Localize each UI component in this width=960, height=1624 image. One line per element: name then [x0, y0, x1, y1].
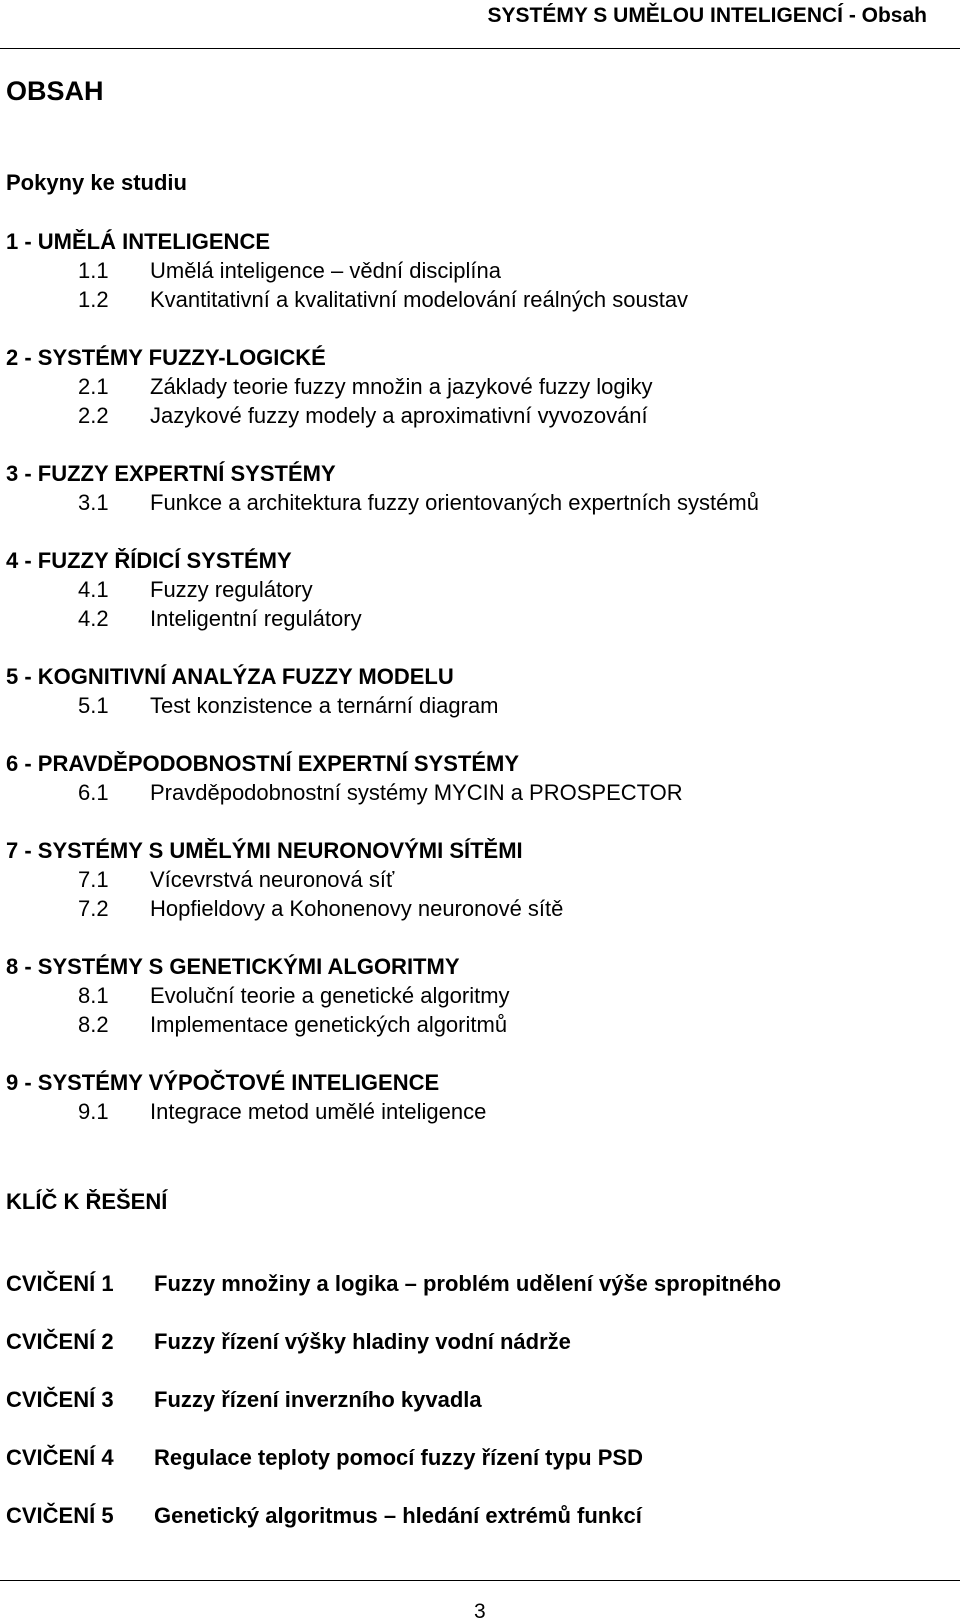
- section-title: Funkce a architektura fuzzy orientovaných expertních systémů: [150, 490, 759, 515]
- exercise-title: Regulace teploty pomocí fuzzy řízení typu PSD: [154, 1445, 643, 1470]
- section-number: 8.2: [78, 1012, 109, 1037]
- toc-section: [6, 604, 946, 633]
- chapter-heading: 7 - SYSTÉMY S UMĚLÝMI NEURONOVÝMI SÍTĚMI: [6, 838, 523, 863]
- section-title: Pravděpodobnostní systémy MYCIN a PROSPECTOR: [150, 780, 683, 805]
- section-title: Hopfieldovy a Kohonenovy neuronové sítě: [150, 896, 564, 921]
- exercise-entry: [6, 1271, 946, 1329]
- section-number: 2.2: [78, 403, 109, 428]
- toc-chapter: [6, 662, 946, 720]
- toc-chapter: [6, 227, 946, 314]
- exercise-entry: [6, 1445, 946, 1503]
- toc-section: [6, 865, 946, 894]
- exercise-title: Fuzzy množiny a logika – problém udělení výše spropitného: [154, 1271, 782, 1296]
- section-title: Inteligentní regulátory: [150, 606, 362, 631]
- chapter-heading: 4 - FUZZY ŘÍDICÍ SYSTÉMY: [6, 548, 292, 573]
- toc-chapter: [6, 459, 946, 517]
- section-number: 6.1: [78, 780, 109, 805]
- toc-section: [6, 778, 946, 807]
- exercise-entry: [6, 1503, 946, 1561]
- section-title: Test konzistence a ternární diagram: [150, 693, 499, 718]
- section-number: 1.2: [78, 287, 109, 312]
- section-number: 2.1: [78, 374, 109, 399]
- exercise-entry: [6, 1329, 946, 1387]
- exercise-label: CVIČENÍ 2: [6, 1329, 114, 1354]
- toc-section: [6, 691, 946, 720]
- toc-section: [6, 894, 946, 923]
- document-title: OBSAH: [6, 76, 104, 106]
- chapter-heading: 9 - SYSTÉMY VÝPOČTOVÉ INTELIGENCE: [6, 1070, 440, 1095]
- toc-section: [6, 1010, 946, 1039]
- section-number: 4.1: [78, 577, 109, 602]
- toc-section: [6, 401, 946, 430]
- exercise-list: [6, 1271, 946, 1561]
- section-number: 8.1: [78, 983, 109, 1008]
- section-title: Jazykové fuzzy modely a aproximativní vyvozování: [150, 403, 648, 428]
- chapter-heading: 2 - SYSTÉMY FUZZY-LOGICKÉ: [6, 345, 326, 370]
- section-number: 4.2: [78, 606, 109, 631]
- section-title: Fuzzy regulátory: [150, 577, 313, 602]
- exercise-title: Genetický algoritmus – hledání extrémů funkcí: [154, 1503, 642, 1528]
- exercise-label: CVIČENÍ 1: [6, 1271, 114, 1296]
- toc-section: [6, 488, 946, 517]
- toc-chapter: [6, 546, 946, 633]
- toc-chapter: [6, 749, 946, 807]
- chapter-heading: 5 - KOGNITIVNÍ ANALÝZA FUZZY MODELU: [6, 664, 454, 689]
- exercise-title: Fuzzy řízení inverzního kyvadla: [154, 1387, 482, 1412]
- footer-rule: [0, 1580, 960, 1581]
- section-title: Integrace metod umělé inteligence: [150, 1099, 487, 1124]
- study-notes-heading: Pokyny ke studiu: [6, 170, 187, 195]
- toc-section: [6, 256, 946, 285]
- toc-chapter: [6, 343, 946, 430]
- section-title: Základy teorie fuzzy množin a jazykové fuzzy logiky: [150, 374, 653, 399]
- section-number: 7.1: [78, 867, 109, 892]
- page-number: 3: [474, 1600, 486, 1623]
- chapter-heading: 3 - FUZZY EXPERTNÍ SYSTÉMY: [6, 461, 336, 486]
- exercise-label: CVIČENÍ 4: [6, 1445, 114, 1470]
- section-title: Implementace genetických algoritmů: [150, 1012, 508, 1037]
- section-title: Evoluční teorie a genetické algoritmy: [150, 983, 510, 1008]
- section-number: 3.1: [78, 490, 109, 515]
- section-number: 9.1: [78, 1099, 109, 1124]
- toc-section: [6, 981, 946, 1010]
- toc-section: [6, 1097, 946, 1126]
- exercise-title: Fuzzy řízení výšky hladiny vodní nádrže: [154, 1329, 571, 1354]
- section-title: Vícevrstvá neuronová síť: [150, 867, 395, 892]
- toc-chapter: [6, 836, 946, 923]
- toc-chapter: [6, 952, 946, 1039]
- table-of-contents: [6, 227, 946, 1155]
- chapter-heading: 6 - PRAVDĚPODOBNOSTNÍ EXPERTNÍ SYSTÉMY: [6, 751, 520, 776]
- exercise-label: CVIČENÍ 5: [6, 1503, 114, 1528]
- header-rule: [0, 48, 960, 49]
- toc-section: [6, 575, 946, 604]
- exercise-entry: [6, 1387, 946, 1445]
- exercise-label: CVIČENÍ 3: [6, 1387, 114, 1412]
- chapter-heading: 8 - SYSTÉMY S GENETICKÝMI ALGORITMY: [6, 954, 460, 979]
- section-title: Umělá inteligence – vědní disciplína: [150, 258, 501, 283]
- toc-section: [6, 372, 946, 401]
- section-title: Kvantitativní a kvalitativní modelování reálných soustav: [150, 287, 689, 312]
- running-header: SYSTÉMY S UMĚLOU INTELIGENCÍ - Obsah: [487, 4, 927, 27]
- section-number: 5.1: [78, 693, 109, 718]
- section-number: 7.2: [78, 896, 109, 921]
- section-number: 1.1: [78, 258, 109, 283]
- toc-section: [6, 285, 946, 314]
- toc-chapter: [6, 1068, 946, 1126]
- chapter-heading: 1 - UMĚLÁ INTELIGENCE: [6, 229, 271, 254]
- answer-key-heading: KLÍČ K ŘEŠENÍ: [6, 1189, 168, 1214]
